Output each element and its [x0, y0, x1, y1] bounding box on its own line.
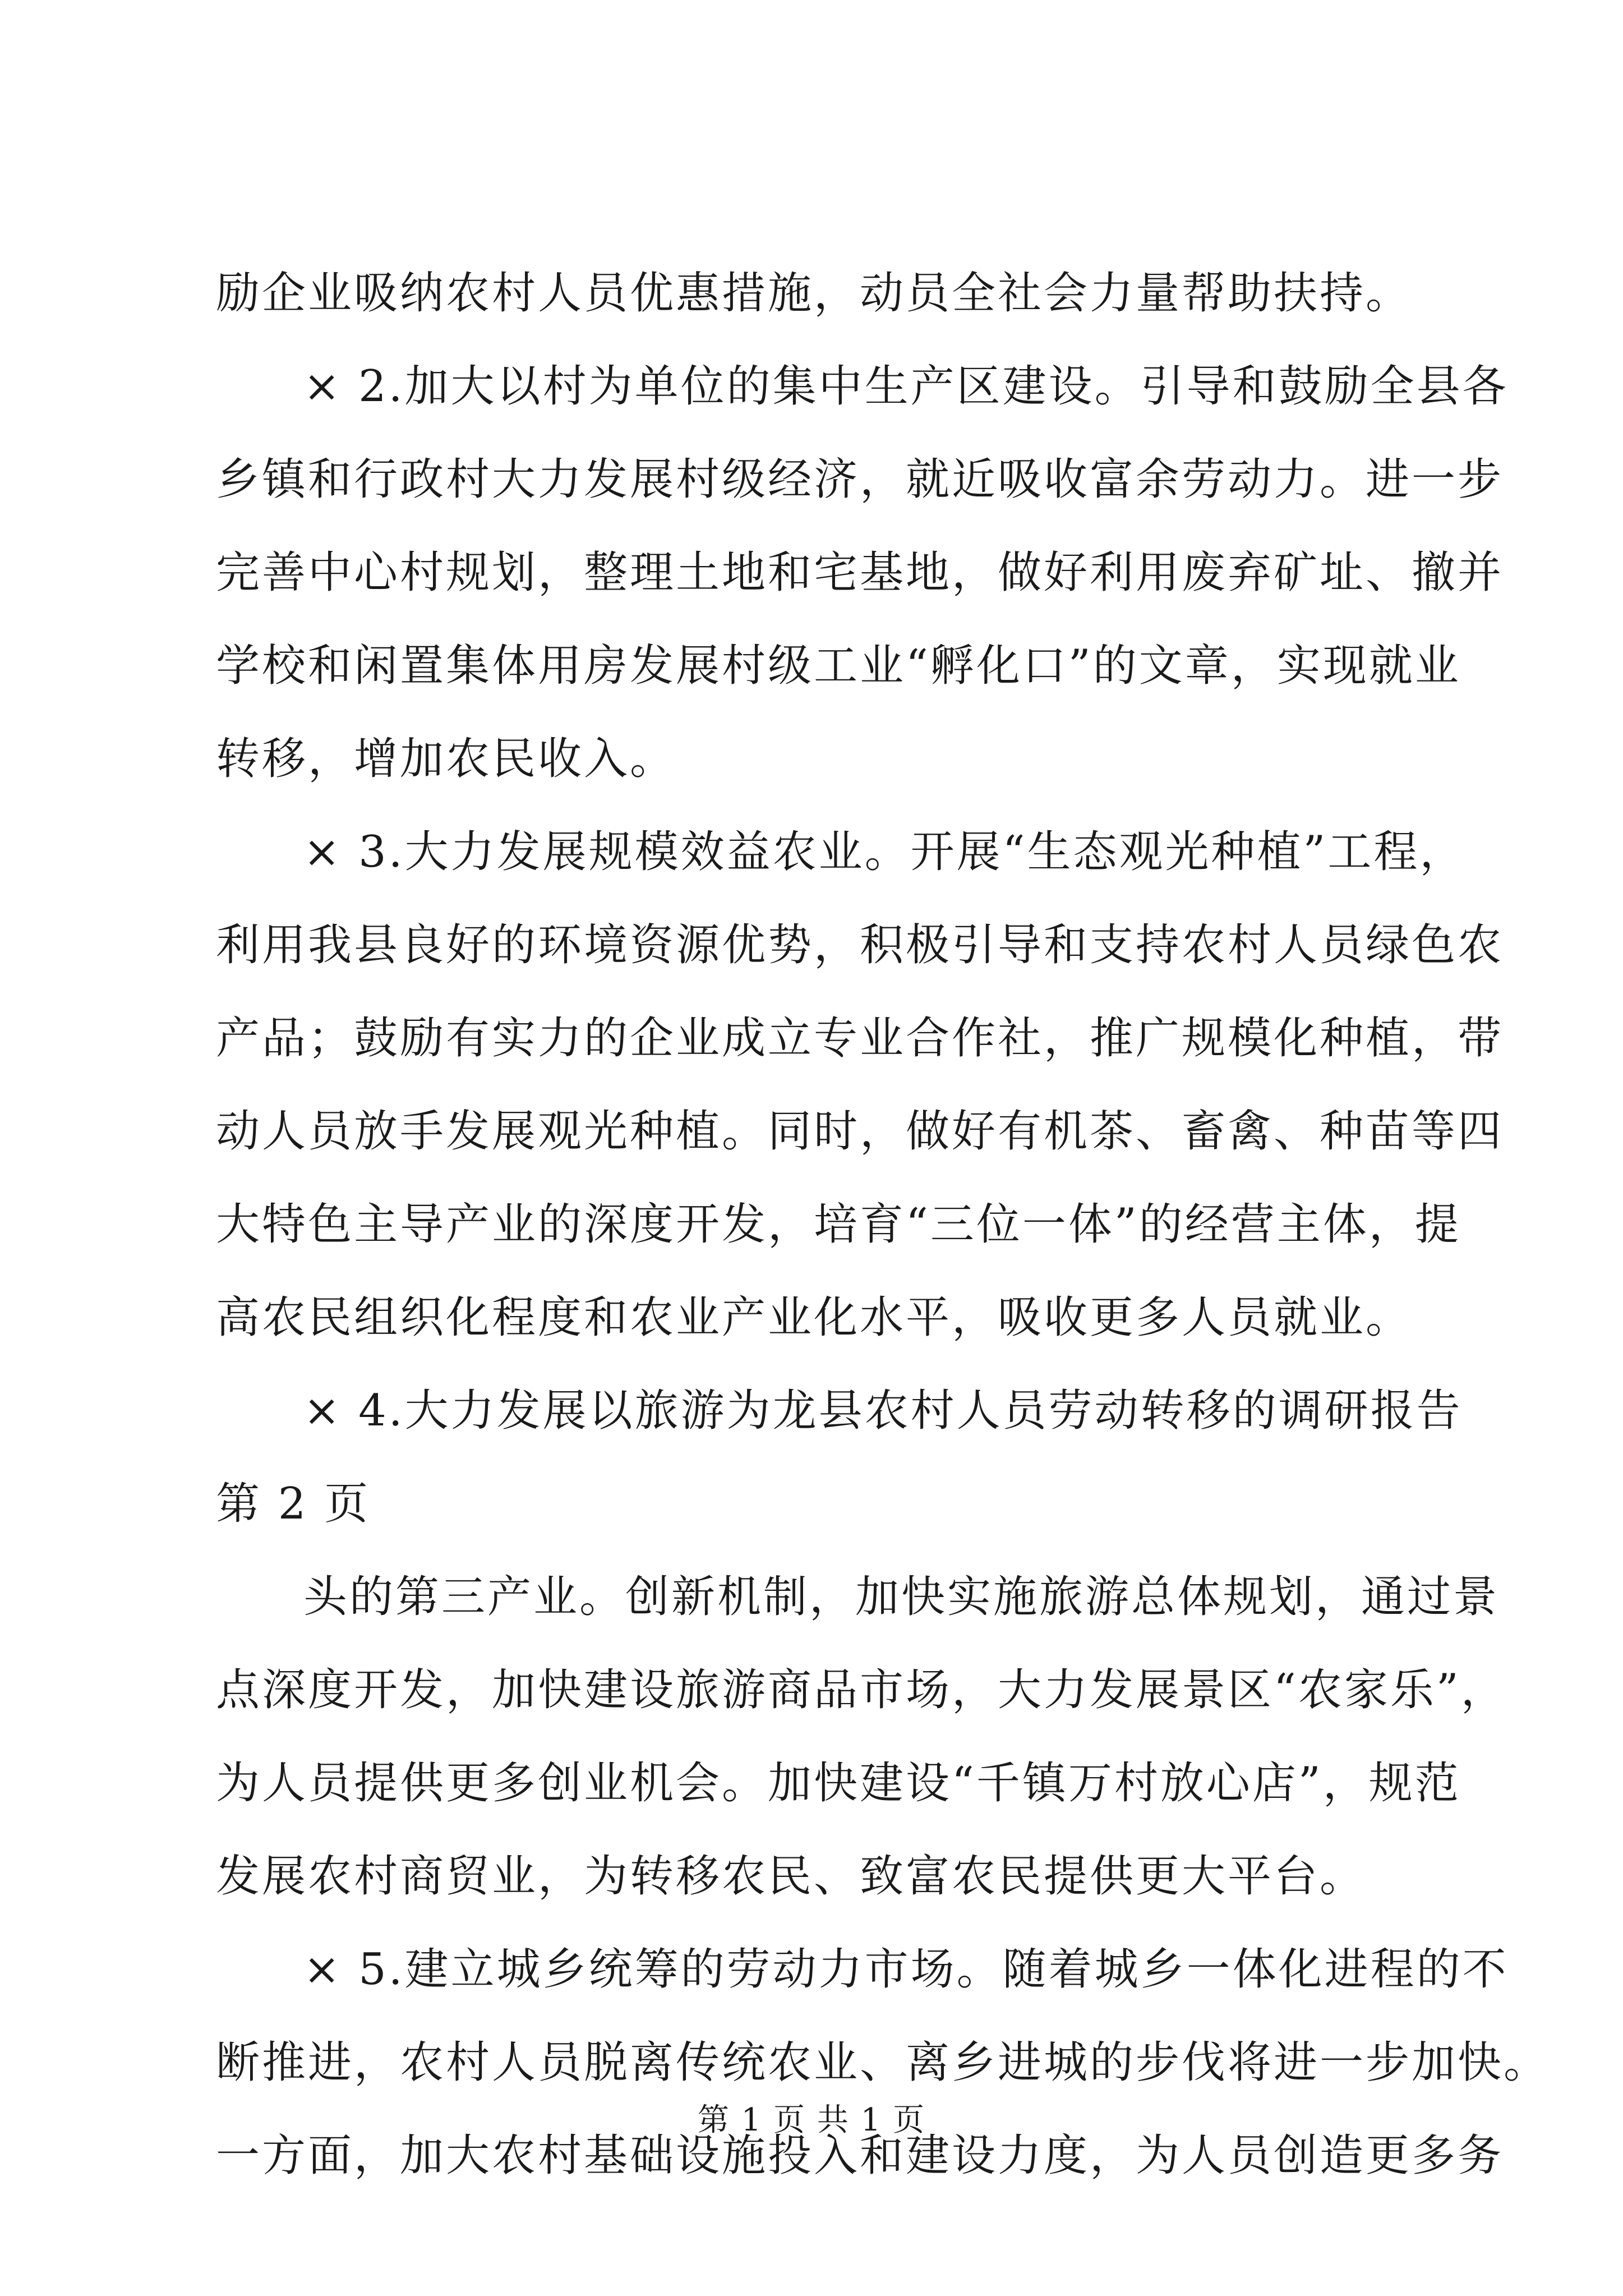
page-footer: 第 1 页 共 1 页 [697, 2102, 926, 2138]
text-line-15: 头的第三产业。创新机制，加快实施旅游总体规划，通过景 [303, 1572, 1500, 1622]
text-line-7: × 3.大力发展规模效益农业。开展“生态观光种植”工程， [303, 827, 1466, 877]
body-text [216, 247, 1550, 2202]
text-line-14: 第 2 页 [216, 1479, 371, 1529]
text-line-16: 点深度开发，加快建设旅游商品市场，大力发展景区“农家乐”， [216, 1665, 1507, 1715]
text-line-2: × 2.加大以村为单位的集中生产区建设。引导和鼓励全县各 [303, 361, 1509, 412]
text-line-18: 发展农村商贸业，为转移农民、致富农民提供更大平台。 [216, 1851, 1366, 1902]
text-line-10: 动人员放手发展观光种植。同时，做好有机茶、畜禽、种苗等四 [216, 1106, 1504, 1157]
text-line-5: 学校和闲置集体用房发展村级工业“孵化口”的文章，实现就业 [216, 641, 1461, 691]
text-line-17: 为人员提供更多创业机会。加快建设“千镇万村放心店”，规范 [216, 1758, 1461, 1809]
text-line-19: × 5.建立城乡统筹的劳动力市场。随着城乡一体化进程的不 [303, 1944, 1509, 1995]
text-line-4: 完善中心村规划，整理土地和宅基地，做好利用废弃矿址、撤并 [216, 547, 1504, 598]
text-line-9: 产品；鼓励有实力的企业成立专业合作社，推广规模化种植，带 [216, 1013, 1504, 1064]
text-line-3: 乡镇和行政村大力发展村级经济，就近吸收富余劳动力。进一步 [216, 454, 1504, 505]
text-line-8: 利用我县良好的环境资源优势，积极引导和支持农村人员绿色农 [216, 920, 1504, 970]
text-line-21: 一方面，加大农村基础设施投入和建设力度，为人员创造更多务 [216, 2131, 1504, 2181]
text-line-12: 高农民组织化程度和农业产业化水平，吸收更多人员就业。 [216, 1292, 1412, 1343]
text-line-11: 大特色主导产业的深度开发，培育“三位一体”的经营主体，提 [216, 1199, 1461, 1250]
text-line-6: 转移，增加农民收入。 [216, 734, 676, 784]
text-line-20: 断推进，农村人员脱离传统农业、离乡进城的步伐将进一步加快。 [216, 2037, 1550, 2088]
text-line-13: × 4.大力发展以旅游为龙县农村人员劳动转移的调研报告 [303, 1386, 1463, 1436]
text-line-1: 励企业吸纳农村人员优惠措施，动员全社会力量帮助扶持。 [216, 268, 1412, 319]
